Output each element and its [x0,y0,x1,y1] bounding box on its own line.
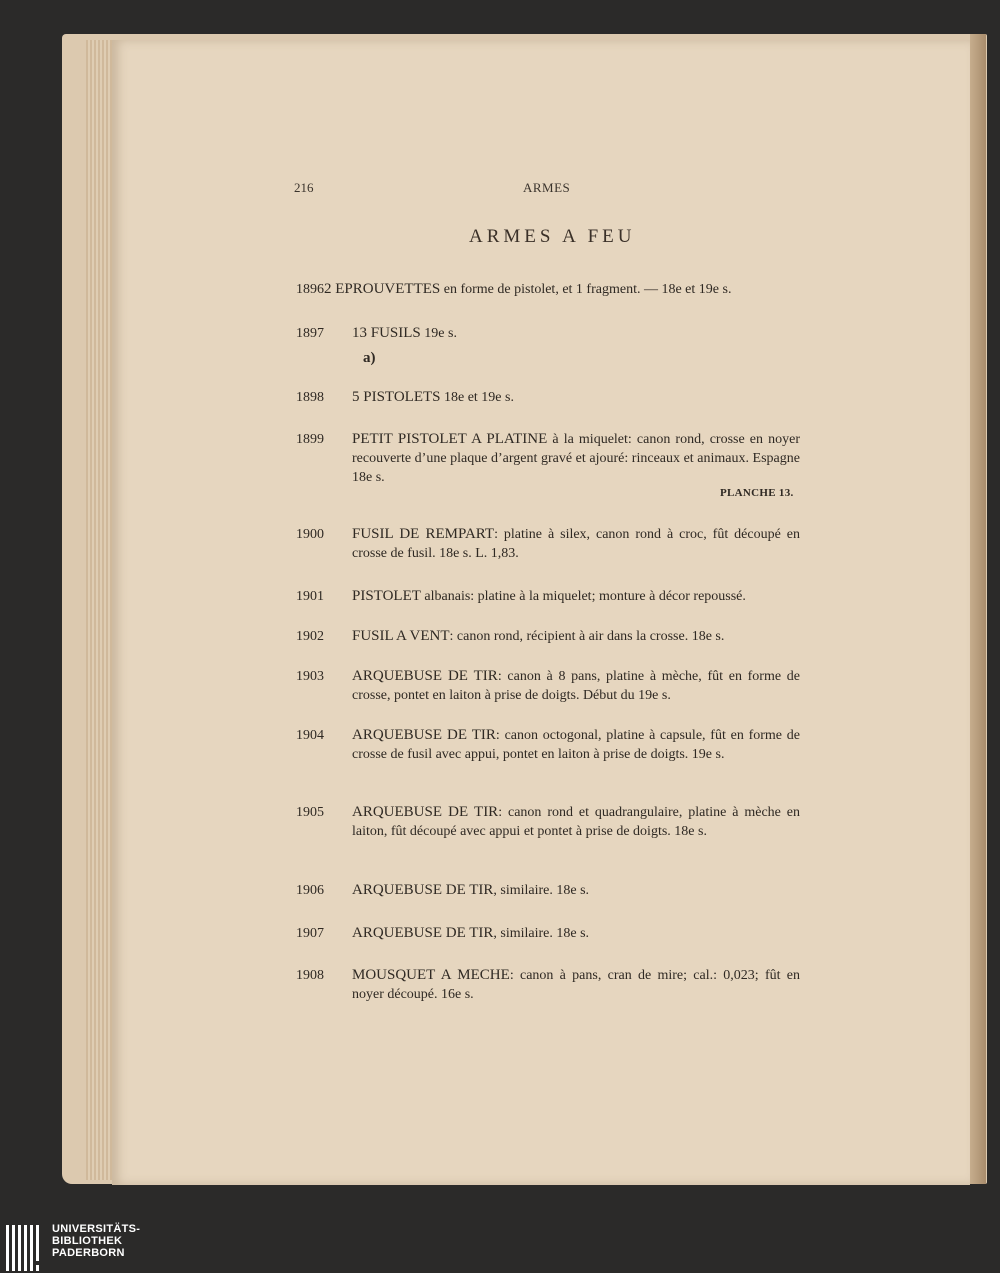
entry-number: 1902 [296,629,324,644]
entry-text: : canon à pans, cran de mire; cal.: 0,023; fût en noyer découpé. 16e s. [352,968,801,1002]
entry-text: albanais: platine à la miquelet; monture à décor repoussé. [420,589,746,604]
running-title: ARMES [523,180,571,195]
entry-1900 [296,525,800,563]
entry-head: ARQUEBUSE DE TIR [352,925,494,941]
entry-number: 1908 [296,968,324,983]
entry-head: ARQUEBUSE DE TIR [352,804,499,820]
entry-number: 1907 [296,926,324,941]
entry-number: 1904 [296,728,324,743]
entry-number: 1900 [296,527,324,542]
entry-1904 [296,726,800,764]
entry-text: 19e s. [420,326,457,341]
entry-1905 [296,803,800,841]
entry-text: : canon rond et quadrangulaire, platine à mèche en laiton, fût découpé avec appui et pontet à prise de doigts. 18e s. [352,805,800,839]
book-page [112,40,970,1185]
entry-head: 2 EPROUVETTES [324,281,441,297]
entry-text: : canon octogonal, platine à capsule, fût en forme de crosse de fusil avec appui, pontet en laiton à prise de doigts. 19e s. [352,728,800,762]
entry-head: PISTOLET [352,588,421,604]
entry-1901 [296,587,800,606]
entry-head: FUSIL A VENT [352,628,450,644]
entry-1907 [296,924,800,943]
entry-head: ARQUEBUSE DE TIR [352,727,496,743]
entry-text: : canon rond, récipient à air dans la crosse. 18e s. [449,629,725,644]
book-gutter [970,34,986,1184]
logo-line-1: UNIVERSITÄTS- [52,1223,141,1235]
entry-text: à la miquelet: canon rond, crosse en noyer recouverte d’une plaque d’argent gravé et ajouré: rinceaux et animaux. Espagne 18e s. [352,432,800,485]
entry-number: 1896 [296,282,324,297]
section-title: ARMES A FEU [469,226,636,247]
entry-1898 [296,388,800,407]
entry-1902 [296,627,800,646]
sub-label: a) [363,350,376,366]
entry-head: PETIT PISTOLET A PLATINE [352,431,548,447]
entry-number: 1903 [296,669,324,684]
entry-number: 1901 [296,589,324,604]
entry-text: , similaire. 18e s. [493,883,590,898]
entry-text: : canon à 8 pans, platine à mèche, fût en forme de crosse, pontet en laiton à prise de doigts. Début du 19e s. [352,669,800,703]
library-logo [0,1223,200,1273]
entry-text: en forme de pistolet, et 1 fragment. — 18e et 19e s. [440,282,732,297]
entry-text: 18e et 19e s. [440,390,514,405]
entry-number: 1897 [296,326,324,341]
logo-line-3: PADERBORN [52,1247,125,1259]
logo-line-2: BIBLIOTHEK [52,1235,123,1247]
entry-1908 [296,966,800,1004]
plate-reference: PLANCHE 13. [720,487,794,499]
library-logo-icon [6,1223,46,1273]
page-number: 216 [294,180,314,195]
entry-text: , similaire. 18e s. [493,926,590,941]
entry-number: 1898 [296,390,324,405]
entry-1903 [296,667,800,705]
entry-number: 1905 [296,805,324,820]
entry-1899 [296,430,800,487]
entry-1897 [296,324,800,343]
entry-head: MOUSQUET A MECHE [352,967,510,983]
entry-number: 1906 [296,883,324,898]
entry-1896 [296,280,800,299]
entry-head: ARQUEBUSE DE TIR [352,882,494,898]
entry-1906 [296,881,800,900]
entry-head: FUSIL DE REMPART [352,526,495,542]
entry-head: ARQUEBUSE DE TIR [352,668,498,684]
entry-head: 13 FUSILS [352,325,421,341]
entry-number: 1899 [296,432,324,447]
entry-text: : platine à silex, canon rond à croc, fût découpé en crosse de fusil. 18e s. L. 1,83. [352,527,800,561]
entry-head: 5 PISTOLETS [352,389,441,405]
